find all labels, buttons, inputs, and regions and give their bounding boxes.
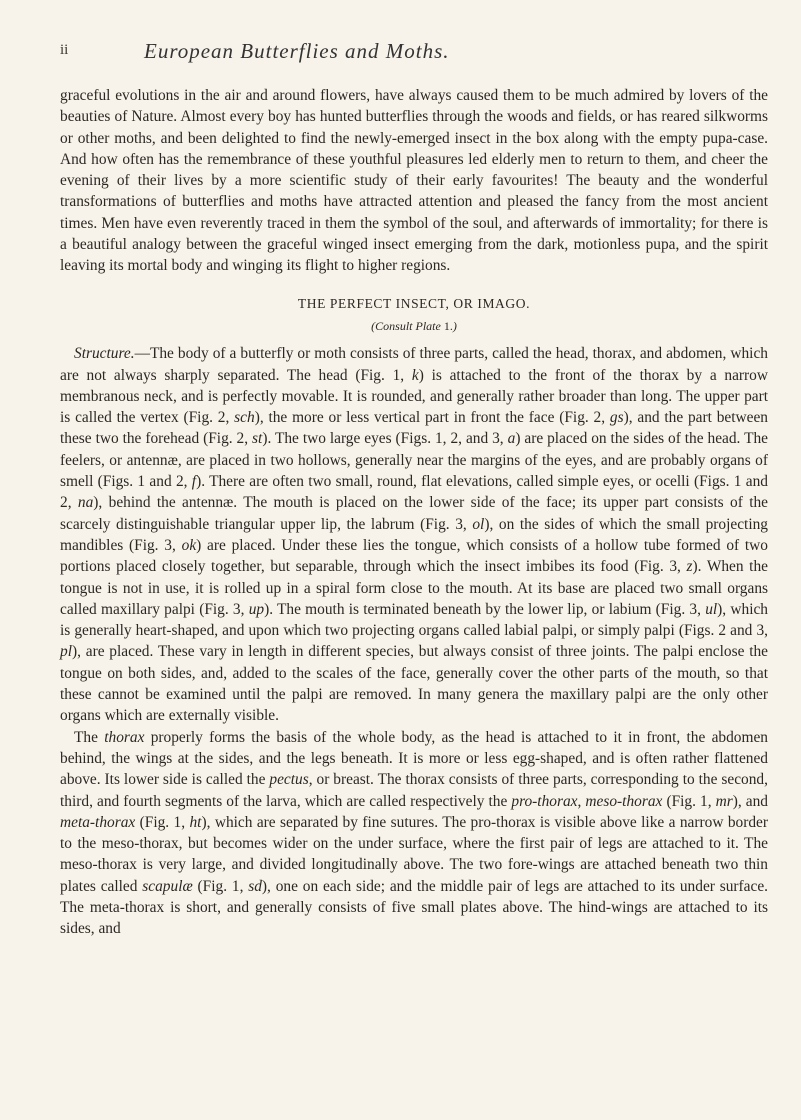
text-run: (Fig. 1, (135, 813, 190, 831)
text-run: (Fig. 1, (192, 877, 249, 895)
text-run: —The body of a butterfly or moth consists of three parts, called the head, thorax, and abdomen, which are not always sharply separated. The head (Fig. 1, (60, 345, 768, 384)
italic-term: scapulæ (142, 877, 193, 895)
italic-term: f (191, 473, 197, 491)
text-run: (Fig. 1, (662, 792, 716, 810)
text-run: , or breast. The thorax consists of three parts, corresponding to the second, third, and fourth segments of the larva, which are called respectively the (60, 771, 768, 810)
italic-term: ht (189, 813, 202, 831)
italic-term: thorax (104, 728, 145, 746)
text-run: ), and (732, 792, 768, 810)
text-run: ) is attached to the front of the thorax by a narrow membranous neck, and is perfectly movable. It is rounded, and generally rather broader than long. The upper part is called the vertex (Fig. 2, (60, 366, 768, 427)
structure-body (60, 345, 768, 724)
intro-paragraph: graceful evolutions in the air and around flowers, have always caused them to be much admired by lovers of the beauties of Nature. Almost every boy has hunted butterflies through the woods and fields, or has reared silkworms or other moths, and been delighted to find the newly-emerged insect in the box along with the empty pupa-case. And how often has the remembrance of these youthful pleasures led elderly men to return to them, and cheer the evening of their lives by a more scientific study of their early favourites! The beauty and the wonderful transformations of butterflies and moths have attracted attention and pleased the fancy from the most ancient times. Men have even reverently traced in them the symbol of the soul, and afterwards of immortality; for there is a beautiful analogy between the graceful winged insect emerging from the dark, motionless pupa, and the spirit leaving its mortal body and winging its flight to higher regions. (60, 87, 768, 275)
text-run: ), which are separated by fine sutures. The pro-thorax is visible above like a narrow border to the meso-thorax, but becomes wider on the under surface, where the first pair of legs are attached to it. The meso-thorax is very large, and divided longitudinally above. The two fore-wings are attached beneath two thin plates called (60, 813, 768, 895)
italic-term: z (686, 558, 693, 576)
text-run: ), on the sides of which the small projecting mandibles (Fig. 3, (60, 515, 768, 554)
italic-term: meta-thorax (60, 813, 136, 831)
italic-term: st (252, 430, 263, 448)
text-run: The (74, 728, 105, 746)
italic-term: ul (705, 600, 718, 618)
page-number: ii (60, 42, 69, 58)
structure-lead: Structure. (74, 345, 135, 363)
italic-term: sch (234, 409, 255, 427)
text-run: ), one on each side; and the middle pair of legs are attached to its under surface. The meta-thorax is short, and generally consists of five small plates above. The hind-wings are attached to its sides, and (60, 877, 768, 938)
italic-term: na (77, 494, 94, 512)
italic-term: k (411, 366, 419, 384)
text-run: ), the more or less vertical part in front the face (Fig. 2, (254, 409, 610, 427)
structure-paragraph (60, 343, 768, 726)
running-head (60, 39, 760, 68)
text-run: properly forms the basis of the whole body, as the head is attached to it in front, the abdomen behind, the wings at the sides, and the legs beneath. It is more or less egg-shaped, and is often rather flattened above. Its lower side is called the (60, 728, 768, 789)
consult-plate-note: (Consult Plate 1.) (371, 318, 457, 333)
italic-term: ok (181, 536, 197, 554)
text-run: ), are placed. These vary in length in different species, but always consist of three joints. The palpi enclose the tongue on both sides, and, added to the scales of the face, generally cover the other parts of the mouth, so that these cannot be examined until the palpi are removed. In many genera the maxillary palpi are the only other organs which are externally visible. (60, 643, 768, 725)
consult-label: Consult Plate (375, 318, 441, 333)
italic-term: sd (248, 877, 262, 895)
text-run: ). There are often two small, round, flat elevations, called simple eyes, or ocelli (Figs. 1 and 2, (60, 473, 768, 512)
text-run: ). The mouth is terminated beneath by the lower lip, or labium (Fig. 3, (264, 600, 706, 618)
italic-term: pectus (269, 771, 309, 789)
text-run: ), behind the antennæ. The mouth is placed on the lower side of the face; its upper part consists of the scarcely distinguishable triangular upper lip, the labrum (Fig. 3, (60, 494, 768, 533)
consult-plate-number: 1. (443, 318, 453, 333)
italic-term: ol (472, 515, 485, 533)
thorax-paragraph (60, 727, 768, 940)
text-run: ), and the part between these two the forehead (Fig. 2, (60, 409, 768, 448)
italic-term: mr (715, 792, 733, 810)
italic-term: pl (60, 643, 72, 661)
text-run: ), which is generally heart-shaped, and upon which two projecting organs called labial palpi, or simply palpi (Figs. 2 and 3, (60, 600, 768, 640)
italic-term: meso-thorax (585, 792, 663, 810)
text-run: ). The two large eyes (Figs. 1, 2, and 3, (262, 430, 508, 448)
italic-term: gs (609, 409, 624, 427)
text-run: ) are placed on the sides of the head. The feelers, or antennæ, are placed in two hollows, generally near the margins of the eyes, and are probably organs of smell (Figs. 1 and 2, (60, 430, 768, 491)
italic-term: pro-thorax (511, 792, 578, 810)
thorax-body (60, 729, 768, 938)
body-text (60, 85, 768, 940)
text-run: ). When the tongue is not in use, it is rolled up in a spiral form close to the mouth. At its base are placed two small organs called maxillary palpi (Fig. 3, (60, 558, 768, 618)
italic-term: a (507, 430, 516, 448)
italic-term: up (248, 600, 265, 618)
text-run: ) are placed. Under these lies the tongue, which consists of a hollow tube formed of two portions placed closely together, but separable, through which the insect imbibes its food (Fig. 3, (60, 536, 768, 576)
text-run: , (577, 792, 586, 810)
section-heading: THE PERFECT INSECT, OR IMAGO. (297, 295, 531, 311)
running-title: European Butterflies and Moths. (144, 39, 450, 63)
